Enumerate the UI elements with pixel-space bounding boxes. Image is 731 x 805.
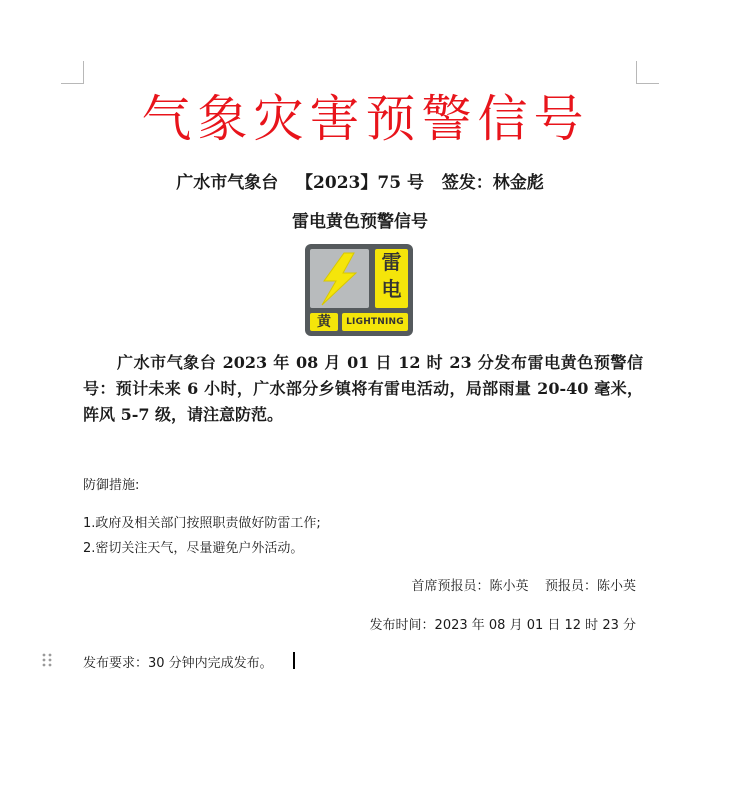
issuer-line: 广水市气象台 【2023】75 号 签发：林金彪: [176, 173, 544, 193]
badge-char-top: 雷: [381, 250, 402, 274]
badge-char-bottom: 电: [381, 277, 402, 301]
measure-item: 2.密切关注天气，尽量避免户外活动。: [83, 541, 304, 556]
publish-time: 发布时间：2023 年 08 月 01 日 12 时 23 分: [369, 618, 636, 633]
forecasters-line: 首席预报员：陈小英 预报员：陈小英: [411, 579, 636, 594]
lightning-yellow-warning-badge: [305, 244, 413, 336]
drag-handle-icon[interactable]: [41, 652, 53, 668]
measure-item: 1.政府及相关部门按照职责做好防雷工作;: [83, 516, 321, 531]
measures-label: 防御措施:: [83, 478, 140, 493]
page-corner-mark-top-left: [61, 61, 84, 84]
badge-char-box: [375, 249, 408, 308]
text-cursor: [293, 652, 295, 669]
signal-title: 雷电黄色预警信号: [292, 212, 428, 232]
badge-color-char: 黄: [310, 313, 338, 331]
lightning-bolt-icon: [310, 249, 369, 308]
document-title: 气象灾害预警信号: [141, 90, 590, 148]
badge-english-label: LIGHTNING: [342, 313, 408, 331]
warning-body-text: 广水市气象台 2023 年 08 月 01 日 12 时 23 分发布雷电黄色预警信号：预计未来 6 小时，广水部分乡镇将有雷电活动，局部雨量 20-40 毫米，阵风 5-7 级，请注意防范。: [83, 353, 643, 424]
publish-requirement[interactable]: 发布要求：30 分钟内完成发布。: [83, 656, 273, 671]
page-corner-mark-top-right: [636, 61, 659, 84]
